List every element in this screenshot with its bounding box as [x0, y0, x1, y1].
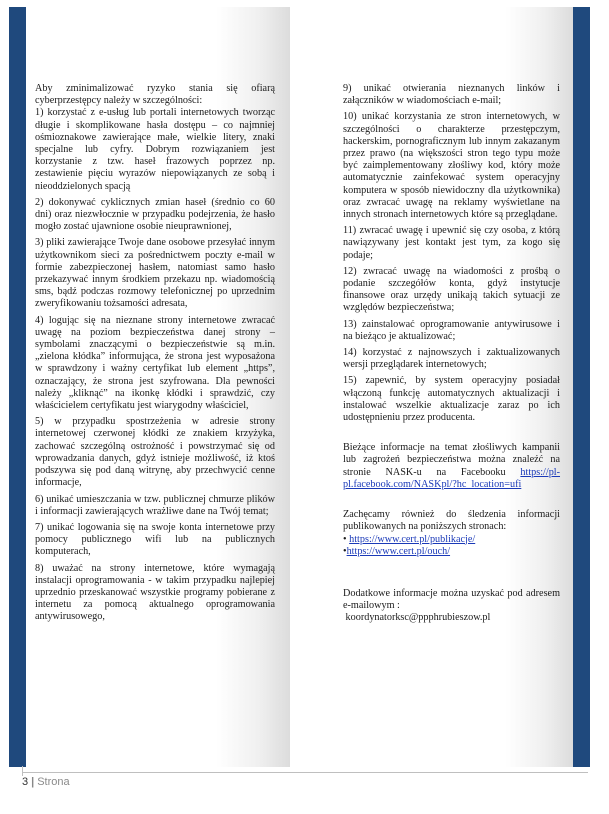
list-item: 9) unikać otwierania nieznanych linków i załączników w wiadomościach e-mail;	[343, 83, 560, 107]
page-footer	[22, 776, 70, 788]
intro-paragraph: Aby zminimalizować ryzyko stania się ofiarą cyberprzestępcy należy w szczególności:	[35, 83, 275, 107]
list-item: 7) unikać logowania się na swoje konta internetowe przy pomocy publicznego wifi lub na publicznych komputerach,	[35, 521, 275, 558]
follow-text: Zachęcamy również do śledzenia informacji publikowanych na poniższych stronach:	[343, 509, 560, 533]
contact-text: Dodatkowe informacje można uzyskać pod adresem e-mailowym :	[343, 587, 560, 612]
list-item: 12) zwracać uwagę na wiadomości z prośbą o podanie szczegółów konta, gdyż instytucje finansowe oraz urzędy unikają takich sytuacji ze względów bezpieczeństwa;	[343, 265, 560, 314]
spacer	[343, 428, 560, 442]
list-item: 6) unikać umieszczania w tzw. publicznej chmurze plików i informacji zawierających wrażliwe dane na Twój temat;	[35, 493, 275, 517]
list-item: 3) pliki zawierające Twoje dane osobowe przesyłać innym użytkownikom sieci za pośrednictwem poczty e-mail w formie zabezpieczonej hasłem, natomiast samo hasło przekazywać innym środkiem przekazu np. wiadomością sms, bądź podczas rozmowy telefonicznej po uprzednim zweryfikowaniu tożsamości adresata,	[35, 237, 275, 310]
right-column	[343, 83, 560, 629]
left-accent-bar	[9, 7, 26, 767]
email-address: koordynatorksc@ppphrubieszow.pl	[345, 612, 491, 624]
spacer	[343, 574, 560, 588]
spacer	[343, 558, 560, 574]
right-accent-bar	[573, 7, 590, 767]
list-item: 10) unikać korzystania ze stron internetowych, w szczególności o charakterze przestępczym, hackerskim, pornograficznym lub innym zakazanym przez prawo (na większości stron tego typu może być zaimplementowany złośliwy kod, który może automatycznie zainfekować system operacyjny komputera w sposób niewidoczny dla użytkownika) oraz zwracać uwagę na reklamy wyświetlane na innych stronach internetowych które są przeglądane.	[343, 111, 560, 221]
footer-divider	[22, 772, 588, 773]
link-list-item	[343, 546, 560, 558]
contact-email	[343, 612, 560, 624]
list-item: 15) zapewnić, by system operacyjny posiadał włączoną funkcję automatycznych aktualizacji i instalować wszelkie aktualizacje zaraz po ich udostępnieniu przez producenta.	[343, 375, 560, 424]
list-item: 8) uważać na strony internetowe, które wymagają instalacji oprogramowania - w takim przypadku najlepiej uprzednio przeskanować wszystkie programy pobierane z internetu za pomocą aktualnego oprogramowania antywirusowego,	[35, 562, 275, 623]
list-item: 13) zainstalować oprogramowanie antywirusowe i na bieżąco je aktualizować;	[343, 318, 560, 342]
bullet: •	[343, 533, 347, 545]
cert-publikacje-link[interactable]: https://www.cert.pl/publikacje/	[349, 533, 476, 545]
list-item: 5) w przypadku spostrzeżenia w adresie strony internetowej czerwonej kłódki ze znakiem krzyżyka, zachować szczególną ostrożność i powstrzymać się od wprowadzania danych, gdyż istnieje możliwość, iż ktoś podszywa się pod daną witrynę, aby przechwycić cenne informacje,	[35, 416, 275, 489]
spacer	[343, 495, 560, 509]
bullet: •	[343, 545, 347, 557]
list-item: 14) korzystać z najnowszych i zaktualizowanych wersji przeglądarek internetowych;	[343, 347, 560, 371]
facebook-link[interactable]: https://pl-pl.facebook.com/NASKpl/?hc_location=ufi	[343, 466, 561, 490]
page-number: 3	[22, 776, 29, 788]
link-list	[343, 534, 560, 558]
malware-info-text: Bieżące informacje na temat złośliwych kampanii lub zagrożeń bezpieczeństwa można znaleźć na stronie NASK-u na Facebooku	[343, 442, 560, 478]
list-item: 1) korzystać z e-usług lub portali internetowych tworząc długie i skomplikowane hasła dostępu – co najmniej ośmioznakowe zawierające małe, wielkie litery, znaki specjalne lub cyfry. Dobrym rozwiązaniem jest korzystanie z tzw. haseł frazowych poprzez np. zestawienie pięciu wyrazów niepowiązanych ze sobą i nieoddzielonych spacją	[35, 107, 275, 192]
footer-tick	[22, 766, 23, 776]
cert-ouch-link[interactable]: https://www.cert.pl/ouch/	[346, 545, 451, 557]
footer-separator: |	[31, 776, 35, 788]
footer-label: Strona	[37, 776, 70, 788]
link-list-item	[343, 534, 560, 546]
list-item: 4) logując się na nieznane strony internetowe zwracać uwagę na poziom bezpieczeństwa danej strony – symbolami znaczącymi o bezpieczeństwie są m.in. „zielona kłódka” informująca, że strona jest wyposażona w sprawdzony i ważny certyfikat lub element „https”, oznaczający, że strona jest szyfrowana. Dla pewności należy „kliknąć” na ikonkę kłódki i sprawdzić, czy właścicielem certyfikatu jest wiarygodny właściciel,	[35, 314, 275, 412]
left-column	[35, 83, 275, 628]
list-item: 11) zwracać uwagę i upewnić się czy osoba, z którą nawiązywany jest kontakt jest tym, za kogo się podaje;	[343, 225, 560, 261]
list-item: 2) dokonywać cyklicznych zmian haseł (średnio co 60 dni) oraz niezwłocznie w przypadku podejrzenia, że hasło mogło zostać ujawnione osobie nieuprawnionej,	[35, 196, 275, 233]
malware-info-paragraph	[343, 442, 560, 491]
